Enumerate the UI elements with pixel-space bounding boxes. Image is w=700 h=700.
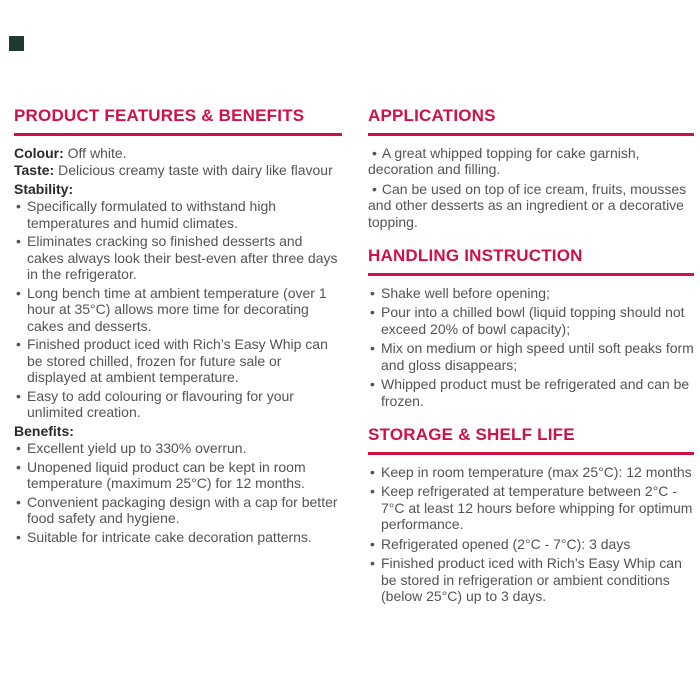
brand-corner-square: [9, 36, 24, 51]
stability-list: [14, 198, 342, 421]
taste-value: Delicious creamy taste with dairy like flavour: [58, 162, 333, 179]
applications-section: [368, 106, 694, 230]
section-heading-storage: STORAGE & SHELF LIFE: [368, 425, 694, 455]
list-item: • Pour into a chilled bowl (liquid topping should not exceed 20% of bowl capacity);: [368, 304, 694, 337]
section-heading-product-features: PRODUCT FEATURES & BENEFITS: [14, 106, 342, 136]
list-item: • Easy to add colouring or flavouring for your unlimited creation.: [14, 388, 342, 421]
list-item: • Shake well before opening;: [368, 285, 694, 302]
colour-attribute: [14, 145, 342, 162]
stability-subheading: Stability:: [14, 180, 74, 197]
colour-label: Colour:: [14, 144, 64, 161]
list-item: • Keep in room temperature (max 25°C): 12 months: [368, 464, 694, 481]
list-item: • Eliminates cracking so finished desserts and cakes always look their best-even after three days in the refrigerator.: [14, 233, 342, 283]
list-item: • Mix on medium or high speed until soft peaks form and gloss disappears;: [368, 340, 694, 373]
right-column: [368, 106, 694, 621]
list-item: • Excellent yield up to 330% overrun.: [14, 440, 342, 457]
taste-label: Taste:: [14, 162, 55, 179]
benefits-list: [14, 440, 342, 545]
section-heading-handling: HANDLING INSTRUCTION: [368, 246, 694, 276]
list-item: • Finished product iced with Rich’s Easy Whip can be stored in refrigeration or ambient conditions (below 25°C) up to 3 days.: [368, 555, 694, 605]
section-heading-applications: APPLICATIONS: [368, 106, 694, 136]
applications-list: [368, 145, 694, 231]
list-item: • Long bench time at ambient temperature (over 1 hour at 35°C) allows more time for decorating cakes and desserts.: [14, 285, 342, 335]
storage-list: [368, 464, 694, 605]
benefits-subheading: Benefits:: [14, 422, 74, 439]
list-item: • Can be used on top of ice cream, fruits, mousses and other desserts as an ingredient or a decorative topping.: [368, 181, 694, 231]
list-item: • Refrigerated opened (2°C - 7°C): 3 days: [368, 536, 694, 553]
list-item: • Convenient packaging design with a cap for better food safety and hygiene.: [14, 494, 342, 527]
storage-shelf-life-section: [368, 425, 694, 605]
handling-instruction-section: [368, 246, 694, 409]
product-features-column: [14, 106, 342, 547]
list-item: • Whipped product must be refrigerated and can be frozen.: [368, 376, 694, 409]
colour-value: Off white.: [67, 144, 127, 161]
list-item: • Unopened liquid product can be kept in room temperature (maximum 25°C) for 12 months.: [14, 459, 342, 492]
list-item: • Finished product iced with Rich’s Easy Whip can be stored chilled, frozen for future sale or displayed at ambient temperature.: [14, 336, 342, 386]
list-item: • Keep refrigerated at temperature between 2°C - 7°C at least 12 hours before whipping for optimum performance.: [368, 483, 694, 533]
taste-attribute: [14, 162, 342, 179]
list-item: • Suitable for intricate cake decoration patterns.: [14, 529, 342, 546]
list-item: • Specifically formulated to withstand high temperatures and humid climates.: [14, 198, 342, 231]
list-item: • A great whipped topping for cake garnish, decoration and filling.: [368, 145, 694, 178]
handling-list: [368, 285, 694, 410]
